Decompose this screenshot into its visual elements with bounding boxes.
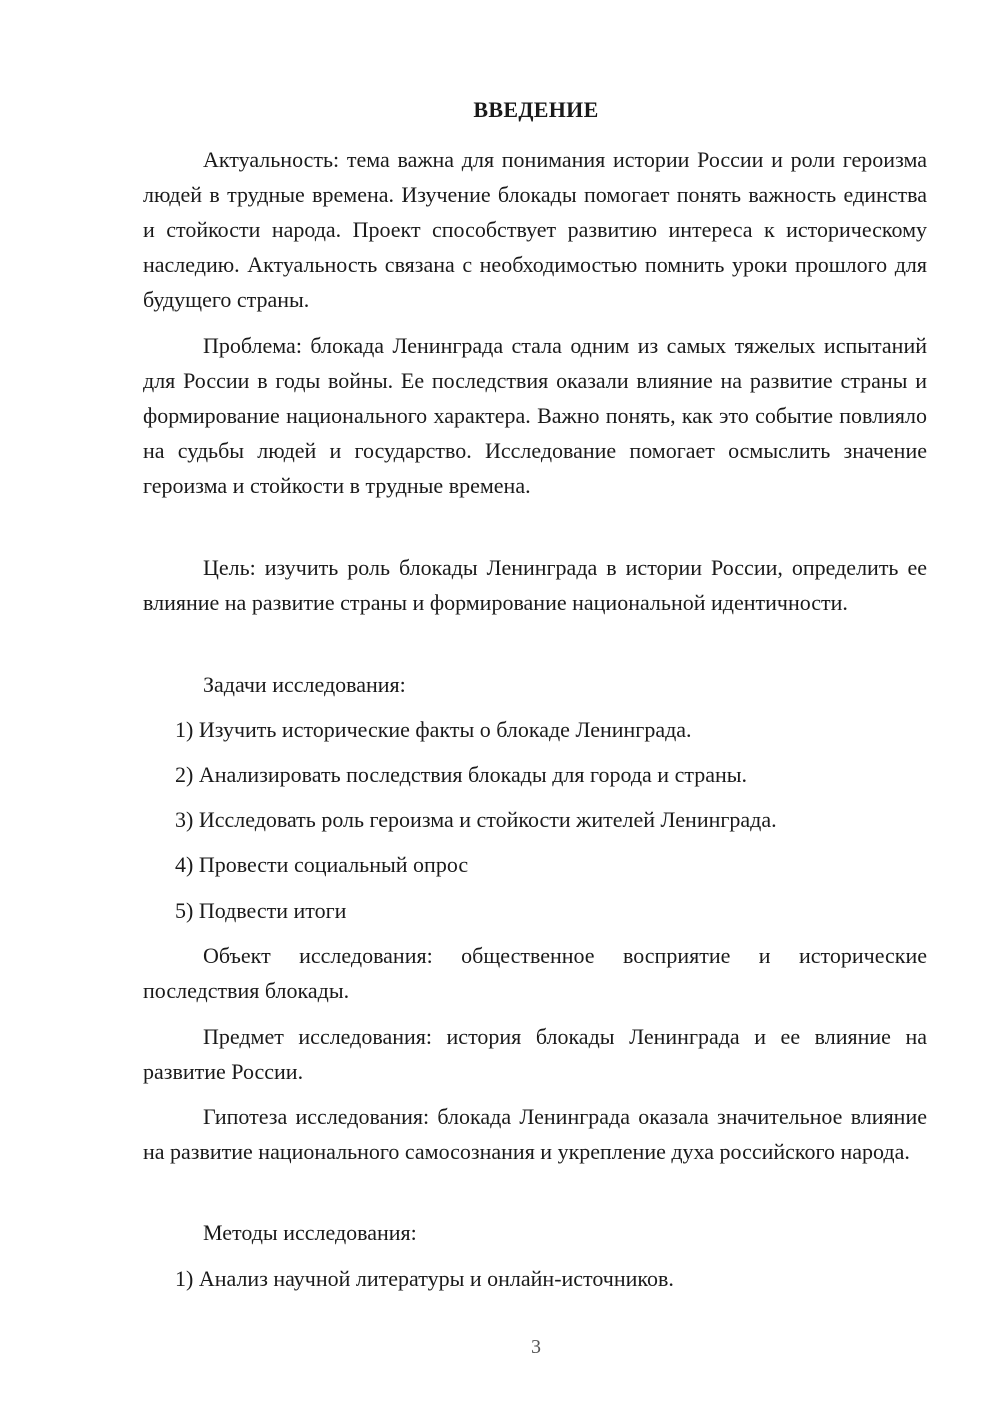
hypothesis-paragraph: Гипотеза исследования: блокада Ленинграда оказала значительное влияние на развитие национального самосознания и укрепление духа российского народа.	[143, 1104, 927, 1164]
subject-paragraph: Предмет исследования: история блокады Ленинграда и ее влияние на развитие России.	[143, 1024, 927, 1084]
problem-paragraph: Проблема: блокада Ленинграда стала одним из самых тяжелых испытаний для России в годы войны. Ее последствия оказали влияние на развитие страны и формирование национального характера. Важно понять, как это событие повлияло на судьбы людей и государство. Исследование помогает осмыслить значение героизма и стойкости в трудные времена.	[143, 333, 927, 498]
relevance-paragraph: Актуальность: тема важна для понимания истории России и роли героизма людей в трудные времена. Изучение блокады помогает понять важность единства и стойкости народа. Проект способствует развитию интереса к историческому наследию. Актуальность связана с необходимостью помнить уроки прошлого для будущего страны.	[143, 147, 927, 312]
section-heading: ВВЕДЕНИЕ	[473, 97, 599, 122]
tasks-title: Задачи исследования:	[203, 672, 406, 697]
task-item: 3) Исследовать роль героизма и стойкости жителей Ленинграда.	[175, 807, 777, 832]
task-item: 1) Изучить исторические факты о блокаде Ленинграда.	[175, 717, 692, 742]
goal-paragraph: Цель: изучить роль блокады Ленинграда в истории России, определить ее влияние на развитие страны и формирование национальной идентичности.	[143, 555, 927, 615]
page-number: 3	[531, 1336, 541, 1358]
object-paragraph: Объект исследования: общественное восприятие и исторические последствия блокады.	[143, 943, 927, 1003]
task-item: 5) Подвести итоги	[175, 898, 347, 923]
task-item: 4) Провести социальный опрос	[175, 852, 469, 877]
methods-title: Методы исследования:	[203, 1220, 417, 1245]
method-item: 1) Анализ научной литературы и онлайн-источников.	[175, 1266, 674, 1291]
task-item: 2) Анализировать последствия блокады для города и страны.	[175, 762, 748, 787]
